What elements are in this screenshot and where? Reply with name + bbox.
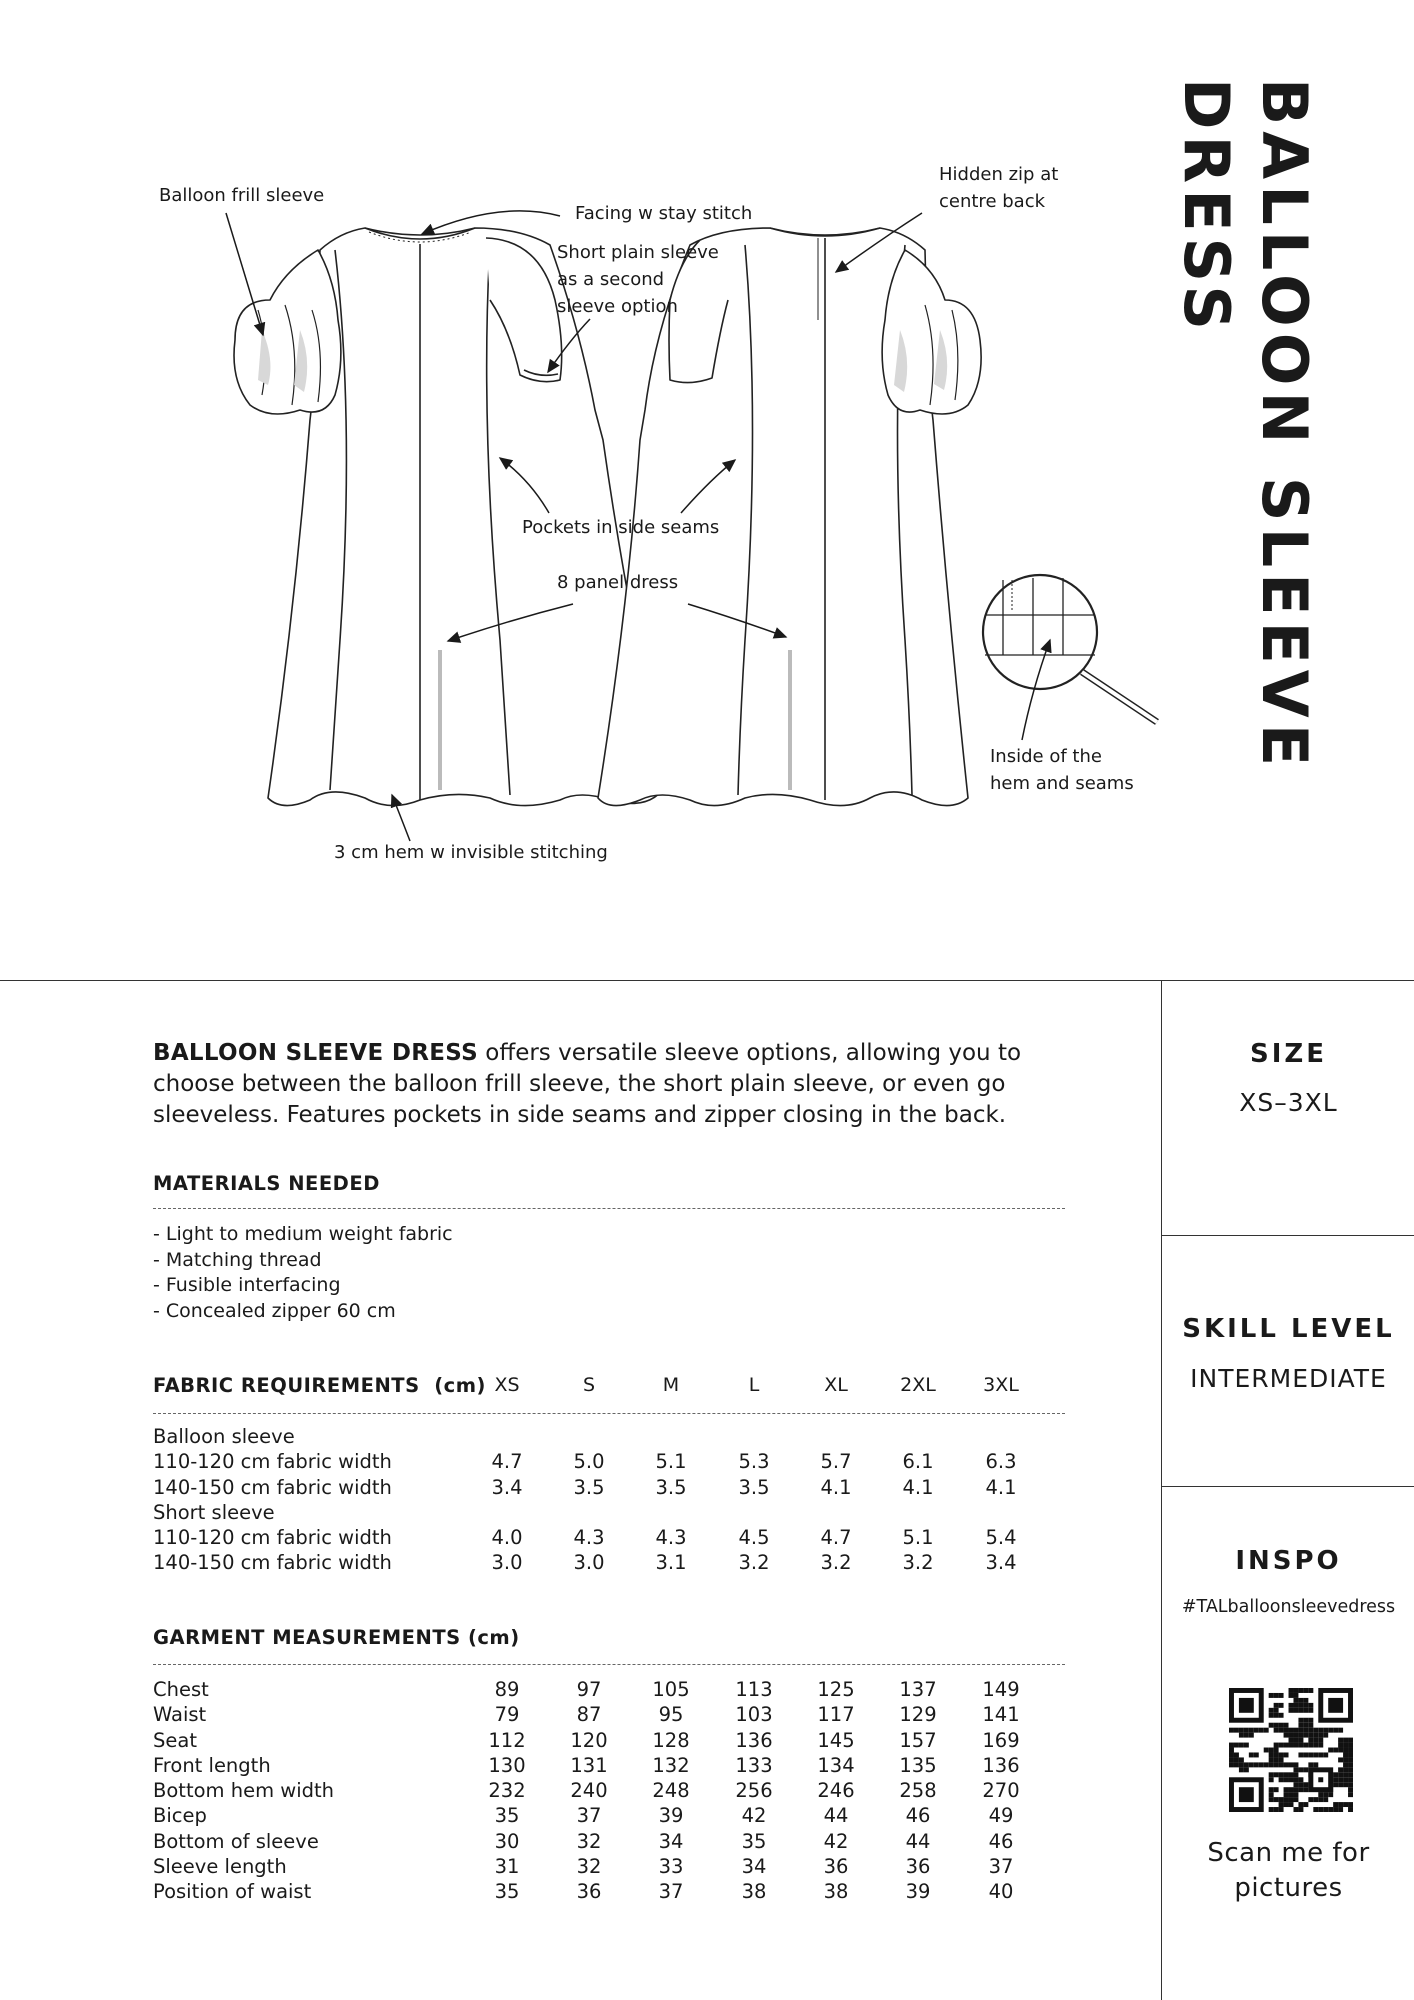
table-cell: 128 xyxy=(652,1728,690,1752)
table-cell: 3.5 xyxy=(655,1475,687,1499)
qr-code-icon[interactable] xyxy=(1229,1688,1353,1812)
size-header: 2XL xyxy=(900,1374,936,1396)
table-cell: 6.3 xyxy=(985,1450,1017,1474)
table-cell: 3.5 xyxy=(738,1475,770,1499)
table-cell: 87 xyxy=(576,1703,602,1727)
table-cell: 141 xyxy=(982,1703,1020,1727)
table-cell: 232 xyxy=(488,1779,526,1803)
table-cell: 37 xyxy=(576,1804,602,1828)
table-cell: 4.3 xyxy=(655,1526,687,1550)
scan-line-1: Scan me for xyxy=(1207,1838,1370,1868)
table-cell: 3.0 xyxy=(573,1551,605,1575)
table-cell: 3.4 xyxy=(491,1475,523,1499)
intro-text: offers versatile sleeve options, allowing you to choose between the balloon frill sleeve, the short plain sleeve, or even go sleeveless. Features pockets in side seams and zipper closing in the back. xyxy=(153,1040,1022,1128)
table-cell: 117 xyxy=(817,1703,855,1727)
materials-list xyxy=(153,1222,453,1324)
table-cell: 3.5 xyxy=(573,1475,605,1499)
table-cell: 3.4 xyxy=(985,1551,1017,1575)
table-cell: 105 xyxy=(652,1678,690,1701)
table-cell: 38 xyxy=(823,1880,849,1904)
callout-inside-2: hem and seams xyxy=(990,773,1134,794)
table-cell: 33 xyxy=(658,1855,684,1879)
sidebar-divider-1 xyxy=(1161,1235,1414,1236)
table-cell: 32 xyxy=(576,1855,602,1879)
table-cell: 30 xyxy=(494,1829,520,1853)
title-line-1: BALLOON SLEEVE xyxy=(1248,78,1321,773)
table-cell: 136 xyxy=(982,1753,1020,1777)
scan-line-2: pictures xyxy=(1234,1873,1343,1903)
fabric-heading xyxy=(153,1373,486,1398)
table-cell: 112 xyxy=(488,1728,526,1752)
row-label: Front length xyxy=(153,1753,271,1777)
table-cell: 35 xyxy=(494,1804,520,1828)
table-cell: 4.3 xyxy=(573,1526,605,1550)
table-cell: 134 xyxy=(817,1753,855,1777)
page-title xyxy=(1165,78,1321,773)
table-cell: 3.1 xyxy=(655,1551,687,1575)
row-label: Short sleeve xyxy=(153,1500,275,1524)
table-cell: 4.7 xyxy=(820,1526,852,1550)
table-cell: 38 xyxy=(741,1880,767,1904)
table-cell: 248 xyxy=(652,1779,690,1803)
table-cell: 95 xyxy=(658,1703,684,1727)
size-header: XS xyxy=(494,1374,520,1396)
table-cell: 3.2 xyxy=(738,1551,770,1575)
table-cell: 270 xyxy=(982,1779,1020,1803)
callout-short-sleeve-2: as a second xyxy=(557,269,665,290)
callout-hem: 3 cm hem w invisible stitching xyxy=(334,842,608,863)
scan-caption xyxy=(1163,1836,1414,1906)
table-cell: 246 xyxy=(817,1779,855,1803)
table-cell: 5.1 xyxy=(655,1450,687,1474)
garment-heading: GARMENT MEASUREMENTS (cm) xyxy=(153,1626,520,1649)
material-item: - Matching thread xyxy=(153,1248,322,1271)
table-cell: 39 xyxy=(905,1880,931,1904)
table-cell: 5.3 xyxy=(738,1450,770,1474)
table-cell: 6.1 xyxy=(902,1450,934,1474)
size-header: M xyxy=(662,1374,680,1396)
size-heading: SIZE xyxy=(1249,1039,1327,1069)
table-cell: 120 xyxy=(570,1728,608,1752)
callout-balloon-frill: Balloon frill sleeve xyxy=(159,185,325,206)
table-cell: 4.0 xyxy=(491,1526,523,1550)
table-cell: 130 xyxy=(488,1753,526,1777)
size-header: XL xyxy=(824,1374,848,1396)
section-divider xyxy=(0,980,1414,981)
garment-divider xyxy=(153,1664,1065,1665)
table-cell: 44 xyxy=(823,1804,849,1828)
size-header: L xyxy=(748,1374,760,1396)
table-cell: 240 xyxy=(570,1779,608,1803)
table-cell: 256 xyxy=(735,1779,773,1803)
material-item: - Concealed zipper 60 cm xyxy=(153,1299,396,1322)
inspo-heading: INSPO xyxy=(1235,1546,1342,1576)
table-cell: 34 xyxy=(741,1855,767,1879)
row-label: 110-120 cm fabric width xyxy=(153,1526,392,1550)
row-label: Bottom of sleeve xyxy=(153,1829,319,1853)
table-cell: 44 xyxy=(905,1829,931,1853)
fabric-unit: (cm) xyxy=(434,1374,486,1397)
table-cell: 129 xyxy=(899,1703,937,1727)
table-cell: 157 xyxy=(899,1728,937,1752)
table-cell: 132 xyxy=(652,1753,690,1777)
inspo-hashtag: #TALballoonsleevedress xyxy=(1181,1597,1396,1617)
callout-pockets: Pockets in side seams xyxy=(522,517,720,538)
table-cell: 137 xyxy=(899,1678,937,1701)
table-cell: 4.5 xyxy=(738,1526,770,1550)
table-cell: 31 xyxy=(494,1855,520,1879)
size-value: XS–3XL xyxy=(1239,1088,1338,1117)
table-cell: 3.2 xyxy=(820,1551,852,1575)
table-cell: 135 xyxy=(899,1753,937,1777)
table-cell: 4.1 xyxy=(820,1475,852,1499)
table-cell: 34 xyxy=(658,1829,684,1853)
table-cell: 149 xyxy=(982,1678,1020,1701)
table-cell: 36 xyxy=(823,1855,849,1879)
row-label: Position of waist xyxy=(153,1880,312,1904)
material-item: - Light to medium weight fabric xyxy=(153,1223,453,1245)
callout-inside-1: Inside of the xyxy=(990,746,1102,767)
table-cell: 5.7 xyxy=(820,1450,852,1474)
table-cell: 133 xyxy=(735,1753,773,1777)
table-cell: 169 xyxy=(982,1728,1020,1752)
table-cell: 79 xyxy=(494,1703,520,1727)
table-cell: 3.0 xyxy=(491,1551,523,1575)
table-cell: 42 xyxy=(741,1804,767,1828)
row-label: Bottom hem width xyxy=(153,1779,335,1803)
table-cell: 4.1 xyxy=(902,1475,934,1499)
row-label: Balloon sleeve xyxy=(153,1425,295,1448)
table-cell: 97 xyxy=(576,1678,602,1701)
table-cell: 37 xyxy=(988,1855,1014,1879)
table-cell: 40 xyxy=(988,1880,1014,1904)
row-label: Seat xyxy=(153,1728,197,1752)
materials-heading: MATERIALS NEEDED xyxy=(153,1172,380,1195)
row-label: 140-150 cm fabric width xyxy=(153,1475,392,1499)
table-cell: 5.0 xyxy=(573,1450,605,1474)
row-label: 110-120 cm fabric width xyxy=(153,1450,392,1474)
table-cell: 32 xyxy=(576,1829,602,1853)
table-cell: 131 xyxy=(570,1753,608,1777)
magnifier-detail-icon xyxy=(983,575,1157,722)
skill-value: INTERMEDIATE xyxy=(1190,1364,1387,1393)
row-label: Bicep xyxy=(153,1804,207,1828)
callout-facing: Facing w stay stitch xyxy=(575,203,753,224)
table-cell: 3.2 xyxy=(902,1551,934,1575)
table-cell: 46 xyxy=(988,1829,1014,1853)
table-cell: 136 xyxy=(735,1728,773,1752)
callout-zip-1: Hidden zip at xyxy=(939,164,1059,185)
table-cell: 35 xyxy=(494,1880,520,1904)
table-cell: 5.1 xyxy=(902,1526,934,1550)
size-header: 3XL xyxy=(983,1374,1019,1396)
row-label: Sleeve length xyxy=(153,1855,287,1879)
table-cell: 37 xyxy=(658,1880,684,1904)
row-label: 140-150 cm fabric width xyxy=(153,1551,392,1575)
row-label: Chest xyxy=(153,1678,209,1701)
table-cell: 145 xyxy=(817,1728,855,1752)
title-line-2: DRESS xyxy=(1170,78,1243,337)
fabric-heading-text: FABRIC REQUIREMENTS xyxy=(153,1374,420,1397)
table-cell: 49 xyxy=(988,1804,1014,1828)
materials-divider xyxy=(153,1208,1065,1209)
table-cell: 258 xyxy=(899,1779,937,1803)
callout-zip-2: centre back xyxy=(939,191,1046,212)
table-cell: 42 xyxy=(823,1829,849,1853)
table-cell: 125 xyxy=(817,1678,855,1701)
table-cell: 39 xyxy=(658,1804,684,1828)
intro-paragraph xyxy=(153,1038,1083,1131)
table-cell: 36 xyxy=(905,1855,931,1879)
callout-short-sleeve-1: Short plain sleeve xyxy=(557,242,719,263)
skill-heading: SKILL LEVEL xyxy=(1182,1314,1395,1344)
table-cell: 113 xyxy=(735,1678,773,1701)
fabric-divider xyxy=(153,1413,1065,1414)
table-cell: 89 xyxy=(494,1678,520,1701)
callout-short-sleeve-3: sleeve option xyxy=(557,296,678,317)
row-label: Waist xyxy=(153,1703,207,1727)
table-cell: 35 xyxy=(741,1829,767,1853)
table-cell: 4.7 xyxy=(491,1450,523,1474)
callout-panel: 8 panel dress xyxy=(557,572,679,593)
table-cell: 5.4 xyxy=(985,1526,1017,1550)
size-header: S xyxy=(582,1374,596,1396)
table-cell: 4.1 xyxy=(985,1475,1017,1499)
sidebar-divider-2 xyxy=(1161,1486,1414,1487)
table-cell: 36 xyxy=(576,1880,602,1904)
material-item: - Fusible interfacing xyxy=(153,1274,341,1296)
table-cell: 46 xyxy=(905,1804,931,1828)
sidebar-divider xyxy=(1161,980,1162,2000)
intro-product-name: BALLOON SLEEVE DRESS xyxy=(153,1040,478,1066)
table-cell: 103 xyxy=(735,1703,773,1727)
